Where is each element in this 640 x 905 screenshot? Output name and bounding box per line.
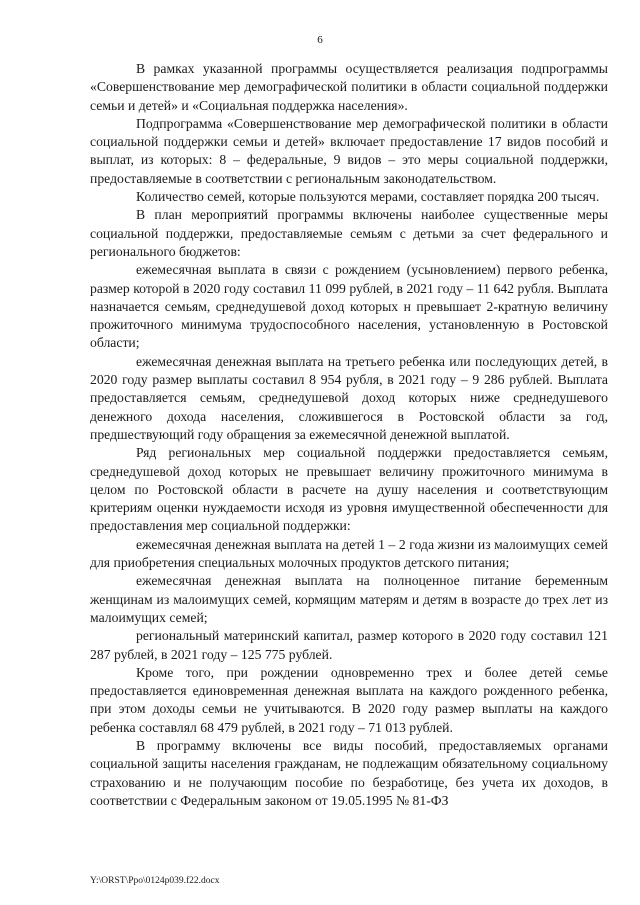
paragraph-5: ежемесячная выплата в связи с рождением (усыновлением) первого ребенка, размер которой в 2020 году составил 11 099 рублей, в 2021 году – 11 642 рубля. Выплата назначается семьям, среднедушевой доход которых н превышает 2-кратную величину прожиточного минимума трудоспособного населения, установленную в Ростовской области; — [90, 262, 608, 351]
paragraph-8: ежемесячная денежная выплата на детей 1 – 2 года жизни из малоимущих семей для приобретения специальных молочных продуктов детского питания; — [90, 536, 608, 571]
paragraph-10: региональный материнский капитал, размер которого в 2020 году составил 121 287 рублей, в 2021 году – 125 775 рублей. — [90, 628, 608, 662]
paragraph-12: В программу включены все виды пособий, предоставляемых органами социальной защиты населения гражданам, не подлежащим обязательному социальному страхованию и не получающим пособие по безработице, без учета их доходов, в соответствии с Федеральным законом от 19.05.1995 № 81-ФЗ — [90, 737, 608, 808]
paragraph-2: Подпрограмма «Совершенствование мер демографической политики в области социальной поддержки семьи и детей» включает предоставление 17 видов пособий и выплат, из которых: 8 – федеральные, 9 видов – это меры социальной поддержки, предоставляемые в соответствии с региональным законодательством. — [90, 115, 608, 186]
paragraph-4: В план мероприятий программы включены наиболее существенные меры социальной поддержки, предоставляемые семьям с детьми за счет федерального и регионального бюджетов: — [90, 207, 608, 259]
paragraph-1: В рамках указанной программы осуществляется реализация подпрограммы «Совершенствование мер демографической политики в области социальной поддержки семьи и детей» и «Социальная поддержка населения». — [90, 61, 608, 113]
paragraph-11: Кроме того, при рождении одновременно трех и более детей семье предоставляется единовременная денежная выплата на каждого рожденного ребенка, при этом доходы семьи не учитываются. В 2020 году размер выплаты на каждого ребенка составлял 68 479 рублей, в 2021 году – 71 013 рублей. — [90, 664, 608, 735]
paragraph-7: Ряд региональных мер социальной поддержки предоставляется семьям, среднедушевой доход которых не превышает величину прожиточного минимума в целом по Ростовской области в расчете на душу населения и соответствующим критериям оценки нуждаемости исходя из уровня имущественной обеспеченности для предоставления мер социальной поддержки: — [90, 445, 608, 534]
page-number: 6 — [317, 34, 323, 46]
paragraph-9: ежемесячная денежная выплата на полноценное питание беременным женщинам из малоимущих семей, кормящим матерям и детям в возрасте до трех лет из малоимущих семей; — [90, 573, 608, 625]
footer-file-path: Y:\ORST\Ppo\0124p039.f22.docx — [90, 876, 220, 886]
body-text — [90, 60, 608, 810]
paragraph-3: Количество семей, которые пользуются мерами, составляет порядка 200 тысяч. — [136, 189, 600, 205]
paragraph-6: ежемесячная денежная выплата на третьего ребенка или последующих детей, в 2020 году размер выплаты составил 8 954 рубля, в 2021 году – 9 286 рублей. Выплата предоставляется семьям, среднедушевой доход которых ниже среднедушевого денежного дохода населения, сложившегося в Ростовской области за год, предшествующий году обращения за ежемесячной денежной выплатой. — [90, 353, 608, 442]
